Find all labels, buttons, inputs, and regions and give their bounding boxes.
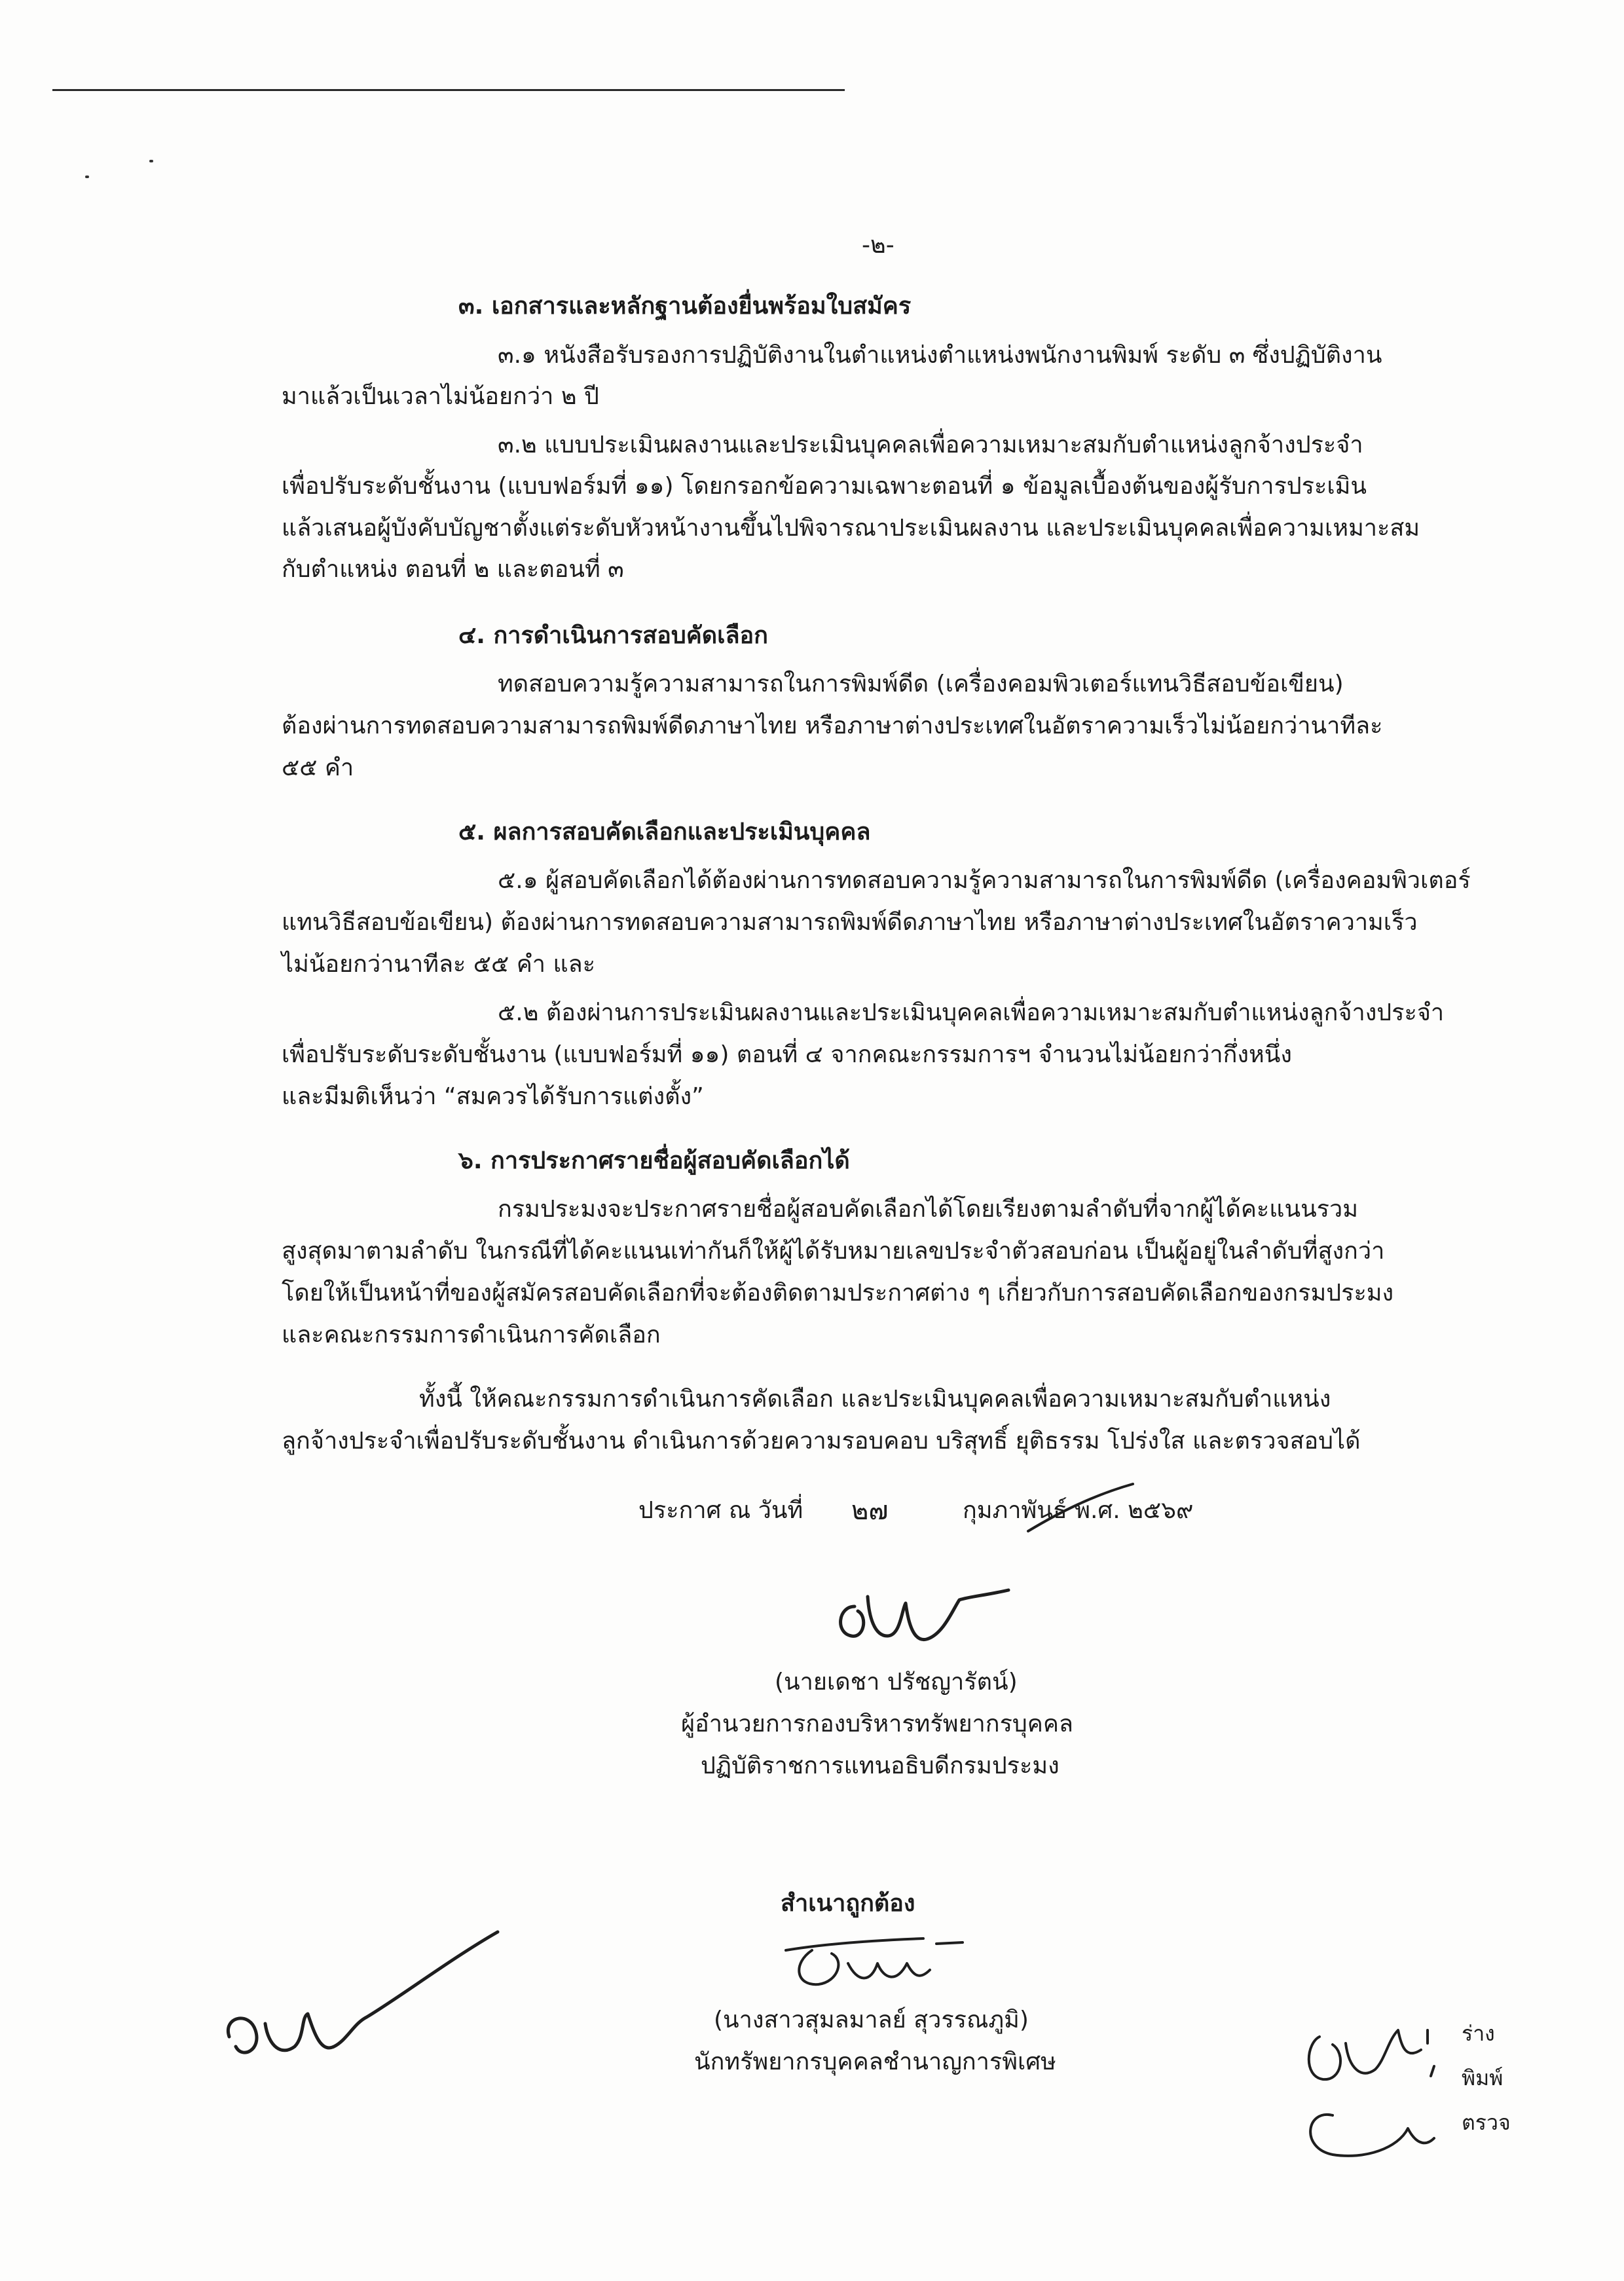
- section-6-heading: ๖. การประกาศรายชื่อผู้สอบคัดเลือกได้: [458, 1147, 850, 1174]
- page-number: -๒-: [862, 232, 895, 259]
- scan-speck: [85, 176, 89, 178]
- section-5-heading: ๕. ผลการสอบคัดเลือกและประเมินบุคคล: [458, 819, 871, 845]
- section-3-1-line-1: ๓.๑ หนังสือรับรองการปฏิบัติงานในตำแหน่งตำแหน่งพนักงานพิมพ์ ระดับ ๓ ซึ่งปฏิบัติงาน: [498, 342, 1382, 369]
- signatory-title-1: ผู้อำนวยการกองบริหารทรัพยากรบุคคล: [681, 1711, 1073, 1737]
- section-5-2-line-1: ๕.๒ ต้องผ่านการประเมินผลงานและประเมินบุคคลเพื่อความเหมาะสมกับตำแหน่งลูกจ้างประจำ: [498, 999, 1445, 1026]
- margin-note-typed: พิมพ์: [1462, 2066, 1504, 2090]
- section-4-line-1: ทดสอบความรู้ความสามารถในการพิมพ์ดีด (เครื่องคอมพิวเตอร์แทนวิธีสอบข้อเขียน): [498, 671, 1344, 697]
- section-6-line-2: สูงสุดมาตามลำดับ ในกรณีที่ได้คะแนนเท่ากันก็ให้ผู้ได้รับหมายเลขประจำตัวสอบก่อน เป็นผู้อยู่ในลำดับที่สูงกว่า: [282, 1238, 1385, 1265]
- section-3-heading: ๓. เอกสารและหลักฐานต้องยื่นพร้อมใบสมัคร: [458, 293, 912, 320]
- scan-top-rule: [52, 89, 845, 91]
- section-6-line-1: กรมประมงจะประกาศรายชื่อผู้สอบคัดเลือกได้โดยเรียงตามลำดับที่จากผู้ได้คะแนนรวม: [498, 1196, 1358, 1223]
- scan-speck: [149, 160, 153, 162]
- section-3-2-line-3: แล้วเสนอผู้บังคับบัญชาตั้งแต่ระดับหัวหน้างานขึ้นไปพิจารณาประเมินผลงาน และประเมินบุคคลเพื่อความเหมาะสม: [282, 515, 1420, 542]
- section-5-1-line-1: ๕.๑ ผู้สอบคัดเลือกได้ต้องผ่านการทดสอบความรู้ความสามารถในการพิมพ์ดีด (เครื่องคอมพิวเตอร์: [498, 867, 1471, 894]
- section-5-2-line-3: และมีมติเห็นว่า “สมควรได้รับการแต่งตั้ง”: [282, 1083, 704, 1110]
- certifier-signature: [773, 1924, 969, 1996]
- certifier-title: นักทรัพยากรบุคคลชำนาญการพิเศษ: [694, 2049, 1056, 2075]
- section-4-line-3: ๕๕ คำ: [282, 754, 354, 781]
- section-6-line-4: และคณะกรรมการดำเนินการคัดเลือก: [282, 1322, 661, 1348]
- margin-note-draft: ร่าง: [1462, 2021, 1495, 2046]
- section-5-1-line-2: แทนวิธีสอบข้อเขียน) ต้องผ่านการทดสอบความสามารถพิมพ์ดีดภาษาไทย หรือภาษาต่างประเทศในอัตราความเร็ว: [282, 909, 1418, 936]
- director-signature: [828, 1570, 1018, 1656]
- signatory-name: (นายเดชา ปรัชญารัตน์): [775, 1669, 1018, 1696]
- section-4-heading: ๔. การดำเนินการสอบคัดเลือก: [458, 622, 768, 649]
- section-3-1-line-2: มาแล้วเป็นเวลาไม่น้อยกว่า ๒ ปี: [282, 383, 599, 410]
- margin-note-checked: ตรวจ: [1462, 2110, 1511, 2135]
- closing-line-1: ทั้งนี้ ให้คณะกรรมการดำเนินการคัดเลือก และประเมินบุคคลเพื่อความเหมาะสมกับตำแหน่ง: [419, 1386, 1331, 1413]
- announcement-prefix: ประกาศ ณ วันที่: [638, 1497, 803, 1524]
- section-5-1-line-3: ไม่น้อยกว่านาทีละ ๕๕ คำ และ: [282, 951, 596, 978]
- announcement-month-year: กุมภาพันธ์ พ.ศ. ๒๕๖๙: [963, 1497, 1194, 1524]
- signatory-title-2: ปฏิบัติราชการแทนอธิบดีกรมประมง: [701, 1752, 1060, 1779]
- section-3-2-line-1: ๓.๒ แบบประเมินผลงานและประเมินบุคคลเพื่อความเหมาะสมกับตำแหน่งลูกจ้างประจำ: [498, 432, 1363, 458]
- certifier-name: (นางสาวสุมลมาลย์ สุวรรณภูมิ): [714, 2007, 1029, 2033]
- section-3-2-line-2: เพื่อปรับระดับชั้นงาน (แบบฟอร์มที่ ๑๑) โดยกรอกข้อความเฉพาะตอนที่ ๑ ข้อมูลเบื้องต้นของผู้รับการประเมิน: [282, 473, 1367, 500]
- certified-copy-label: สำเนาถูกต้อง: [781, 1890, 915, 1917]
- section-6-line-3: โดยให้เป็นหน้าที่ของผู้สมัครสอบคัดเลือกที่จะต้องติดตามประกาศต่าง ๆ เกี่ยวกับการสอบคัดเลือกของกรมประมง: [282, 1280, 1394, 1307]
- initials-signature-right: [1293, 2004, 1464, 2174]
- date-pen-stroke: [1022, 1479, 1139, 1538]
- announcement-day: ๒๗: [851, 1496, 889, 1526]
- section-3-2-line-4: กับตำแหน่ง ตอนที่ ๒ และตอนที่ ๓: [282, 556, 624, 583]
- initials-signature-left: [216, 1919, 504, 2083]
- section-4-line-2: ต้องผ่านการทดสอบความสามารถพิมพ์ดีดภาษาไทย หรือภาษาต่างประเทศในอัตราความเร็วไม่น้อยกว่านาทีละ: [282, 713, 1383, 739]
- section-5-2-line-2: เพื่อปรับระดับระดับชั้นงาน (แบบฟอร์มที่ ๑๑) ตอนที่ ๔ จากคณะกรรมการฯ จำนวนไม่น้อยกว่ากึ่งหนึ่ง: [282, 1041, 1292, 1068]
- closing-line-2: ลูกจ้างประจำเพื่อปรับระดับชั้นงาน ดำเนินการด้วยความรอบคอบ บริสุทธิ์ ยุติธรรม โปร่งใส และตรวจสอบได้: [282, 1428, 1361, 1455]
